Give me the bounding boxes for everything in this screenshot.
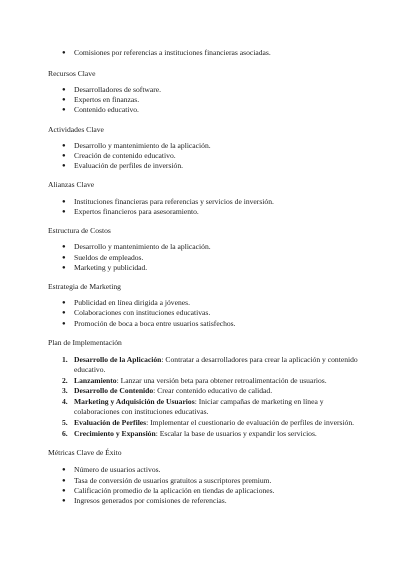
section-heading-plan: Plan de Implementación	[48, 338, 122, 347]
list-item-text: Expertos financieros para asesoramiento.	[74, 207, 199, 216]
section-heading-marketing: Estrategia de Marketing	[48, 282, 121, 291]
section-heading-alianzas: Alianzas Clave	[48, 180, 95, 189]
list-item-text: Tasa de conversión de usuarios gratuitos a suscriptores premium.	[74, 476, 272, 485]
item-description: : Implementar el cuestionario de evaluación de perfiles de inversión.	[146, 418, 355, 427]
bullet-icon: ●	[62, 209, 66, 215]
list-item-text: Calificación promedio de la aplicación en tiendas de aplicaciones.	[74, 486, 275, 495]
bullet-icon: ●	[62, 310, 66, 316]
list-item-text: Evaluación de perfiles de inversión.	[74, 161, 184, 170]
bullet-icon: ●	[62, 321, 66, 327]
numbered-item-text	[74, 355, 364, 375]
item-number: 4.	[62, 397, 68, 406]
item-number: 1.	[62, 355, 68, 364]
bullet-icon: ●	[62, 50, 66, 56]
list-item-text: Colaboraciones con instituciones educativas.	[74, 308, 211, 317]
bullet-icon: ●	[62, 107, 66, 113]
bullet-icon: ●	[62, 143, 66, 149]
item-description: : Lanzar una versión beta para obtener retroalimentación de usuarios.	[116, 376, 327, 385]
list-item-text: Sueldos de empleados.	[74, 253, 144, 262]
bullet-icon: ●	[62, 153, 66, 159]
bullet-icon: ●	[62, 163, 66, 169]
list-item-text: Desarrollo y mantenimiento de la aplicación.	[74, 242, 211, 251]
numbered-item-text	[74, 376, 364, 386]
section-heading-costos: Estructura de Costos	[48, 226, 111, 235]
list-item-text: Expertos en finanzas.	[74, 95, 140, 104]
bullet-icon: ●	[62, 478, 66, 484]
bullet-icon: ●	[62, 498, 66, 504]
item-description: : Iniciar campañas de marketing en línea y colaboraciones con instituciones educativas.	[74, 397, 324, 416]
list-item-text: Creación de contenido educativo.	[74, 151, 176, 160]
bullet-icon: ●	[62, 300, 66, 306]
item-description: : Crear contenido educativo de calidad.	[153, 386, 273, 395]
list-item-text: Número de usuarios activos.	[74, 465, 161, 474]
bullet-icon: ●	[62, 97, 66, 103]
section-heading-metricas: Métricas Clave de Éxito	[48, 448, 122, 457]
bullet-icon: ●	[62, 244, 66, 250]
list-item-text: Marketing y publicidad.	[74, 263, 148, 272]
item-description: : Contratar a desarrolladores para crear la aplicación y contenido educativo.	[74, 355, 358, 374]
item-bold-title: Lanzamiento	[74, 376, 117, 385]
section-heading-actividades: Actividades Clave	[48, 125, 104, 134]
bullet-icon: ●	[62, 87, 66, 93]
list-item-text: Promoción de boca a boca entre usuarios satisfechos.	[74, 319, 236, 328]
item-bold-title: Desarrollo de la Aplicación	[74, 355, 162, 364]
item-bold-title: Marketing y Adquisición de Usuarios	[74, 397, 195, 406]
list-item-text: Contenido educativo.	[74, 105, 139, 114]
item-description: : Escalar la base de usuarios y expandir los servicios.	[155, 429, 317, 438]
list-item-text: Publicidad en línea dirigida a jóvenes.	[74, 298, 190, 307]
numbered-item-text	[74, 386, 364, 396]
list-item-text: Desarrollo y mantenimiento de la aplicación.	[74, 141, 211, 150]
item-number: 3.	[62, 386, 68, 395]
list-item-text: Ingresos generados por comisiones de referencias.	[74, 496, 227, 505]
bullet-icon: ●	[62, 265, 66, 271]
item-number: 5.	[62, 418, 68, 427]
bullet-icon: ●	[62, 467, 66, 473]
item-number: 2.	[62, 376, 68, 385]
list-item-text: Instituciones financieras para referencias y servicios de inversión.	[74, 197, 274, 206]
section-heading-recursos: Recursos Clave	[48, 69, 96, 78]
item-number: 6.	[62, 429, 68, 438]
list-item-text: Comisiones por referencias a instituciones financieras asociadas.	[74, 48, 271, 57]
item-bold-title: Crecimiento y Expansión	[74, 429, 156, 438]
numbered-item-text	[74, 397, 364, 417]
item-bold-title: Evaluación de Perfiles	[74, 418, 147, 427]
numbered-item-text	[74, 429, 364, 439]
bullet-icon: ●	[62, 199, 66, 205]
item-bold-title: Desarrollo de Contenido	[74, 386, 154, 395]
numbered-item-text	[74, 418, 364, 428]
bullet-icon: ●	[62, 488, 66, 494]
list-item-text: Desarrolladores de software.	[74, 85, 162, 94]
bullet-icon: ●	[62, 255, 66, 261]
